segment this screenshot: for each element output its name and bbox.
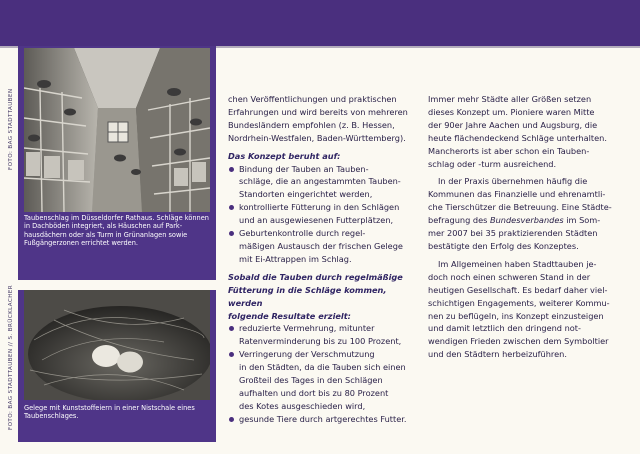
list-item: kontrollierte Fütterung in den Schlägen und an ausgewiesenen Futterplätzen, — [228, 201, 418, 227]
intro-paragraph: chen Veröffentlichungen und praktischen Erfahrungen und wird bereits von mehreren Bundesländern empfohlen (z. B. Hessen, Nordrhein-Westfalen, Baden-Württemberg). — [228, 94, 408, 143]
text-column-middle — [228, 93, 418, 426]
results-heading: Sobald die Tauben durch regelmäßige Fütterung in die Schläge kommen, werden folgende Resultate erzielt: — [228, 271, 403, 321]
nest-eggs-image — [24, 290, 210, 400]
results-list — [228, 322, 418, 425]
paragraph-practice — [428, 175, 616, 252]
paragraph-society: Im Allgemeinen haben Stadttauben je- doch noch einen schweren Stand in der heutigen Gesellschaft. Es bedarf daher viel- schichtigen Engagements, weiterer Kommu- nen zu beflügeln, ins Konzept einzusteigen und damit letztlich den dringend not- wendigen Frieden zwischen dem Symboltier und den Städtern herbeizuführen. — [428, 258, 610, 360]
list-item: Verringerung der Verschmutzung in den Städten, da die Tauben sich einen Großteil des Tages in den Schlägen aufhalten und dort bis zu 80 Prozent des Kotes ausgeschieden wird, — [228, 348, 418, 413]
header-band — [0, 0, 640, 46]
photo-pigeon-loft — [24, 48, 210, 212]
list-item: gesunde Tiere durch artgerechtes Futter. — [228, 413, 418, 426]
photo-credit-2: FOTO: BAG STADTTAUBEN // S. BRÜCKLACHER — [8, 284, 14, 430]
photo-nest-eggs — [24, 290, 210, 400]
pigeon-loft-image — [24, 48, 210, 212]
paragraph-pioneers: Immer mehr Städte aller Größen setzen dieses Konzept um. Pioniere waren Mitte der 90er Jahre Aachen und Augsburg, die heute flächendeckend Schläge unterhalten. Mancherorts ist aber schon ein Tauben- schlag oder -turm ausreichend. — [428, 94, 607, 169]
figure-caption-2: Gelege mit Kunststoffeiern in einer Nistschale eines Taubenschlages. — [24, 404, 195, 421]
text-column-right — [428, 93, 616, 361]
photo-credit-1: FOTO: BAG STADTTAUBEN — [8, 88, 14, 170]
figure-pigeon-loft — [18, 46, 216, 280]
figure-nest-eggs — [18, 290, 216, 442]
practice-text-end: im Som- mer 2007 bei 35 praktizierenden Städten bestätigte den Erfolg des Konzeptes. — [428, 215, 601, 251]
practice-text-start: In der Praxis übernehmen häufig die Kommunen das Finanzielle und ehrenamtli- che Tierschützer die Betreuung. Eine Städte- befragung des — [428, 176, 612, 226]
list-item: Bindung der Tauben an Tauben- schläge, die an angestammten Tauben- Standorten eingerichtet werden, — [228, 163, 418, 202]
concept-heading: Das Konzept beruht auf: — [228, 150, 341, 161]
bundesverband-emphasis: Bundesverbandes — [489, 215, 564, 226]
concept-list — [228, 163, 418, 266]
list-item: reduzierte Vermehrung, mitunter Ratenverminderung bis zu 100 Prozent, — [228, 322, 418, 348]
list-item: Geburtenkontrolle durch regel- mäßigen Austausch der frischen Gelege mit Ei-Attrappen im Schlag. — [228, 227, 418, 266]
figure-caption-1: Taubenschlag im Düsseldorfer Rathaus. Schläge können in Dachböden integriert, als Häuschen auf Park- hausdächern oder als Turm in Grünanlagen sowie Fußgängerzonen errichtet werden. — [24, 214, 209, 248]
